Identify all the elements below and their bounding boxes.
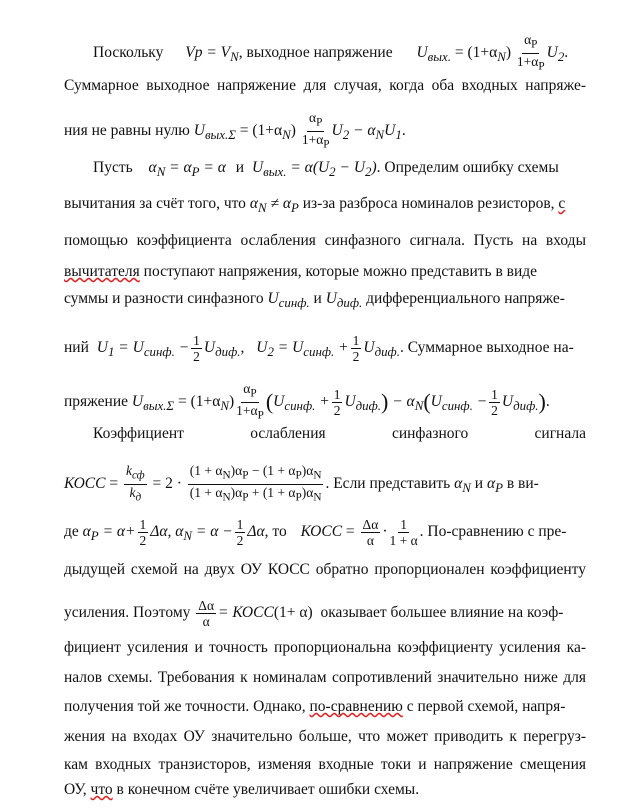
text: . По-сравнению с пре- xyxy=(419,523,567,541)
math-fraction: $\frac{\alpha_P}{1+\alpha_P}$ xyxy=(301,110,330,151)
math-alpha-n: $\alpha_N$ xyxy=(454,474,471,495)
math-u-sinf: $U_{синф.}$ − xyxy=(430,392,488,413)
text: поступают напряжения, которые можно представить в виде xyxy=(143,263,538,280)
text-line xyxy=(93,158,586,182)
text: Коэффициент xyxy=(93,425,184,442)
math-u2-eq: $U_2 = U_{синф.}$ + xyxy=(256,339,349,360)
math-uout: $U_{вых.}$ xyxy=(416,43,451,64)
text-line xyxy=(64,262,586,282)
math-alpha-n: − $\alpha_N$ xyxy=(392,392,424,413)
text-line xyxy=(93,424,586,444)
text: ния не равны нулю xyxy=(64,121,190,139)
math-fraction: $\frac{\Delta\alpha}{\alpha}$ xyxy=(362,517,379,548)
text: и xyxy=(235,159,245,176)
text: . Если представить xyxy=(325,474,451,492)
text: . xyxy=(564,43,569,61)
math-alpha-n: − $\alpha_N$ xyxy=(353,121,385,142)
text: , xyxy=(240,339,245,357)
text-spellcheck: с xyxy=(558,195,566,212)
text: сигнала xyxy=(534,425,586,442)
math-fraction: $\frac{\alpha_P}{1+\alpha_P}$ xyxy=(236,381,264,422)
math-v-equality: $Vp = V_N$ xyxy=(185,43,239,64)
math-u-dif: $U_{диф.}$ xyxy=(203,339,241,360)
text-line: налов схемы. Требования к номиналам сопротивлений значительно ниже для xyxy=(64,669,586,686)
text: из-за разброса номиналов резисторов, xyxy=(302,195,555,212)
text: оказывает большее влияние на коэф- xyxy=(320,604,564,622)
math-fraction: $\frac{1}{2}$ xyxy=(333,386,341,418)
math-u2: $U_2$ xyxy=(331,121,350,142)
text-line xyxy=(64,110,586,152)
math-u-sinf: $U_{синф.}$ + xyxy=(273,392,330,413)
math-fraction: $\frac{1}{2}$ xyxy=(491,386,498,418)
text: , выходное напряжение xyxy=(238,43,393,61)
text: , то xyxy=(264,523,287,541)
text: получения той же точности. Однако, xyxy=(64,698,306,715)
math-u-dif: $U_{диф.}$ xyxy=(344,392,382,413)
math-delta: Δα xyxy=(247,523,265,541)
text-spellcheck: вычитателя xyxy=(64,263,140,280)
paren-open: ( xyxy=(265,389,274,415)
text: Поскольку xyxy=(93,43,164,61)
math-alpha-p: $\alpha_P = \alpha+$ xyxy=(82,523,136,544)
text: . Определим ошибку схемы xyxy=(376,159,559,176)
math-alpha-p: $\alpha_P$ xyxy=(486,474,503,495)
text: в конечном счёте увеличивает ошибки схемы. xyxy=(116,781,420,798)
text-line xyxy=(64,463,586,505)
text-line xyxy=(64,194,586,218)
text-line xyxy=(64,333,586,364)
math-dot: · xyxy=(382,523,388,541)
math-fraction: $\frac{k_{сф}}{k_д}$ xyxy=(125,463,145,504)
text: в ви- xyxy=(506,474,539,492)
text-line: помощью коэффициента ослабления синфазного сигнала. Пусть на входы xyxy=(64,232,586,249)
math-uout-sum: $U_{вых.\Sigma}$ xyxy=(193,121,236,142)
math-u-dif: $U_{диф.}$ xyxy=(325,290,363,311)
text-line: дыдущей схемой на двух ОУ КОСС обратно пропорционален коэффициенту xyxy=(64,561,586,578)
text: и xyxy=(474,474,484,492)
math-u-dif: $U_{диф.}$ xyxy=(501,392,539,413)
text-line xyxy=(64,289,586,313)
math-u-dif: $U_{диф.}$ xyxy=(363,339,400,360)
text: ний xyxy=(64,339,89,357)
math-fraction: $\frac{\Delta\alpha}{\alpha}$ xyxy=(198,598,215,629)
paren-open: ( xyxy=(423,389,431,415)
math-paren: = $(1+\alpha_N)$ xyxy=(454,43,512,64)
math-koss: = КОСС xyxy=(218,604,274,622)
text-line xyxy=(64,598,586,629)
text: де xyxy=(64,523,79,541)
text: вычитания за счёт того, что xyxy=(64,195,246,212)
math-koss: КОСС xyxy=(300,523,343,541)
text: дифференциального напряже- xyxy=(366,290,565,307)
math-fraction: $\frac{1}{2}$ xyxy=(236,517,244,548)
text: . xyxy=(401,121,406,139)
text: суммы и разности синфазного xyxy=(64,290,264,307)
text-line: жения на входах ОУ значительно больше, что может приводить к перегруз- xyxy=(64,728,586,745)
math-delta: Δα, xyxy=(150,523,172,541)
text: пряжение xyxy=(64,392,129,410)
math-paren: = $(1+\alpha_N)$ xyxy=(177,392,235,413)
text-line: Суммарное выходное напряжение для случая, когда оба входных напряже- xyxy=(64,77,586,94)
math-u1: $U_1$ xyxy=(384,121,402,142)
text: ослабления xyxy=(250,425,326,442)
math-alpha-n: $\alpha_N = \alpha$ − xyxy=(175,523,233,544)
paren-close: ) xyxy=(381,389,389,415)
text-line xyxy=(64,697,586,717)
math-alpha-inequality: $\alpha_N \ne \alpha_P$ xyxy=(249,195,299,216)
math-fraction: $\frac{1}{2}$ xyxy=(193,333,200,364)
text-spellcheck: по-сравнению xyxy=(309,698,403,715)
text-line xyxy=(64,517,586,548)
text: . Суммарное выходное на- xyxy=(399,339,574,357)
math-u1-eq: $U_1 = U_{синф.}$ − xyxy=(96,339,190,360)
math-eq: = 2 · xyxy=(152,474,182,492)
text-line xyxy=(93,32,586,74)
text: и xyxy=(313,290,322,307)
text: синфазного xyxy=(391,425,469,442)
text: ОУ, xyxy=(64,781,87,798)
math-eq: = xyxy=(345,523,355,541)
text: усиления. Поэтому xyxy=(64,604,191,622)
text: Пусть xyxy=(93,159,133,176)
text-line xyxy=(64,780,586,800)
text-line xyxy=(64,381,586,423)
math-u2: $U_2$ xyxy=(546,43,565,64)
text-spellcheck: что xyxy=(90,781,113,798)
math-fraction: $\frac{1}{1 + \alpha}$ xyxy=(389,517,418,548)
math-uout: $U_{вых.} = \alpha(U_2 - U_2)$ xyxy=(251,159,377,180)
paren-close: ) xyxy=(538,389,546,415)
text-line: кам входных транзисторов, изменяя входные токи и напряжение смещения xyxy=(64,756,586,773)
math-fraction: $\frac{\alpha_P}{1+\alpha_P}$ xyxy=(516,32,545,73)
math-fraction: $\frac{1}{2}$ xyxy=(352,333,360,364)
text: с первой схемой, напря- xyxy=(406,698,566,715)
math-paren: = $(1+\alpha_N)$ xyxy=(239,121,296,142)
math-alpha-equality: $\alpha_N = \alpha_P = \alpha$ xyxy=(148,159,226,180)
math-fraction: $\frac{1}{2}$ xyxy=(139,517,147,548)
math-koss: КОСС xyxy=(64,474,106,492)
math-paren: (1+ α) xyxy=(273,604,313,622)
math-fraction-large: $\frac{(1 + \alpha_N)\alpha_P - (1 + \alpha_P)\alpha_N}{(1 + \alpha_N)\alpha_P + (1 + \alpha_P)\alpha_N}$ xyxy=(189,463,322,504)
text: . xyxy=(545,392,550,410)
math-uout-sum: $U_{вых.\Sigma}$ xyxy=(131,392,175,413)
math-u-sinf: $U_{синф.}$ xyxy=(267,290,310,311)
math-eq: = xyxy=(109,474,119,492)
text-line: фициент усиления и точность пропорциональна коэффициенту усиления ка- xyxy=(64,639,586,656)
